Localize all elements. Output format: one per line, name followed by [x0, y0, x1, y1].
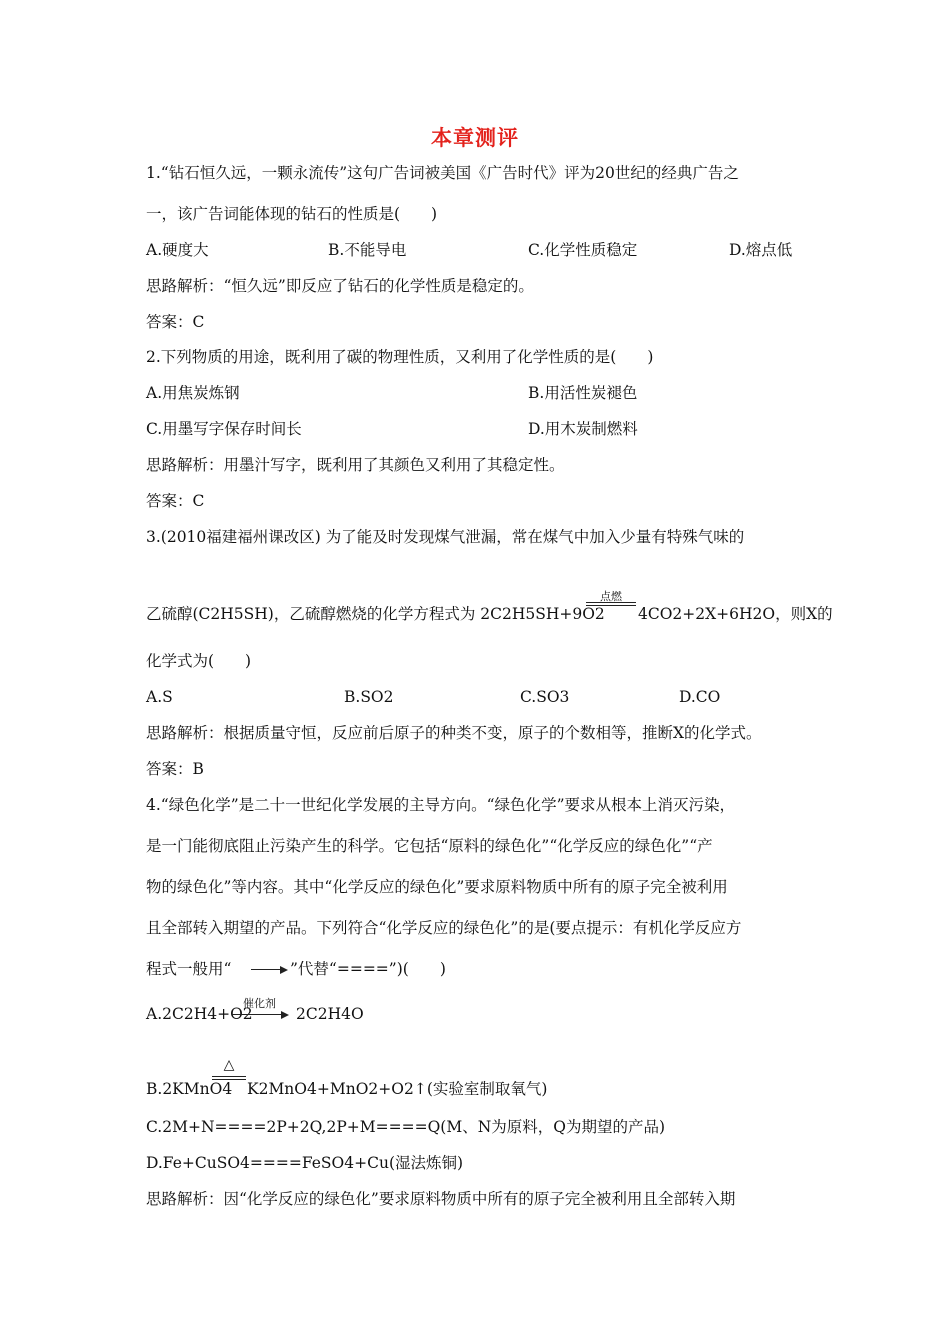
- q4-stem-line5-pre: 程式一般用“: [146, 960, 232, 978]
- q4-stem-line4: 且全部转入期望的产品。下列符合“化学反应的绿色化”的是(要点提示：有机化学反应方: [146, 919, 742, 937]
- q3-stem-line2-pre: 乙硫醇(C2H5SH)，乙硫醇燃烧的化学方程式为 2C2H5SH+9O2: [146, 605, 605, 623]
- q4-stem-line1: 4.“绿色化学”是二十一世纪化学发展的主导方向。“绿色化学”要求从根本上消灭污染，: [146, 796, 735, 814]
- q4-option-b-equals-sign: [212, 1076, 246, 1080]
- q1-stem-line1: 1.“钻石恒久远，一颗永流传”这句广告词被美国《广告时代》评为20世纪的经典广告之: [146, 164, 739, 182]
- q3-stem-line2-post: 4CO2+2X+6H2O，则X的: [638, 605, 833, 623]
- q4-analysis: 思路解析：因“化学反应的绿色化”要求原料物质中所有的原子完全被利用且全部转入期: [146, 1190, 736, 1208]
- q3-equals-sign: [586, 602, 636, 606]
- q4-stem-line5-post: ”代替“====”)( ): [290, 960, 446, 978]
- q2-analysis: 思路解析：用墨汁写字，既利用了其颜色又利用了其稳定性。: [146, 456, 565, 474]
- q4-option-b-reactants: B.2KMnO4: [146, 1080, 233, 1098]
- q3-analysis: 思路解析：根据质量守恒，反应前后原子的种类不变，原子的个数相等，推断X的化学式。: [146, 724, 762, 742]
- q3-option-b: B.SO2: [344, 688, 394, 706]
- q2-option-a: A.用焦炭炼钢: [146, 384, 240, 402]
- q2-option-c: C.用墨写字保存时间长: [146, 420, 302, 438]
- q1-option-d: D.熔点低: [729, 241, 793, 259]
- q2-stem: 2.下列物质的用途，既利用了碳的物理性质，又利用了化学性质的是( ): [146, 348, 654, 366]
- q2-answer: 答案：C: [146, 492, 205, 510]
- q4-option-b-products: K2MnO4+MnO2+O2↑(实验室制取氧气): [247, 1080, 548, 1098]
- q1-stem-line2: 一，该广告词能体现的钻石的性质是( ): [146, 205, 438, 223]
- q2-option-d: D.用木炭制燃料: [528, 420, 638, 438]
- q4-option-a-arrow-shaft: [232, 1014, 282, 1015]
- q4-inline-arrow-shaft: [251, 969, 281, 970]
- q2-option-b: B.用活性炭褪色: [528, 384, 638, 402]
- q1-answer: 答案：C: [146, 313, 205, 331]
- q1-option-a: A.硬度大: [146, 241, 209, 259]
- q1-analysis: 思路解析：“恒久远”即反应了钻石的化学性质是稳定的。: [146, 277, 534, 295]
- q4-option-a-condition: 催化剂: [243, 997, 276, 1010]
- q4-option-d: D.Fe+CuSO4====FeSO4+Cu(湿法炼铜): [146, 1154, 464, 1172]
- q3-option-a: A.S: [146, 688, 173, 706]
- q1-option-b: B.不能导电: [328, 241, 407, 259]
- q3-option-d: D.CO: [679, 688, 721, 706]
- q4-stem-line3: 物的绿色化”等内容。其中“化学反应的绿色化”要求原料物质中所有的原子完全被利用: [146, 878, 728, 896]
- q3-stem-line3: 化学式为( ): [146, 652, 252, 670]
- page-title: 本章测评: [431, 126, 519, 150]
- q3-reaction-condition: 点燃: [600, 590, 622, 603]
- q3-answer: 答案：B: [146, 760, 204, 778]
- q4-option-a-products: 2C2H4O: [296, 1005, 364, 1023]
- q4-stem-line2: 是一门能彻底阻止污染产生的科学。它包括“原料的绿色化”“化学反应的绿色化”“产: [146, 837, 713, 855]
- q4-option-b-heat-icon: △: [223, 1057, 235, 1073]
- q1-option-c: C.化学性质稳定: [528, 241, 638, 259]
- q4-inline-arrow-icon: [280, 966, 288, 974]
- q4-option-a-reactants: A.2C2H4+O2: [146, 1005, 253, 1023]
- q3-option-c: C.SO3: [520, 688, 570, 706]
- q3-stem-line1: 3.(2010福建福州课改区) 为了能及时发现煤气泄漏，常在煤气中加入少量有特殊气味的: [146, 528, 745, 546]
- q4-option-a-arrow-icon: [281, 1011, 289, 1019]
- q4-option-c: C.2M+N====2P+2Q,2P+M====Q(M、N为原料，Q为期望的产品): [146, 1118, 666, 1136]
